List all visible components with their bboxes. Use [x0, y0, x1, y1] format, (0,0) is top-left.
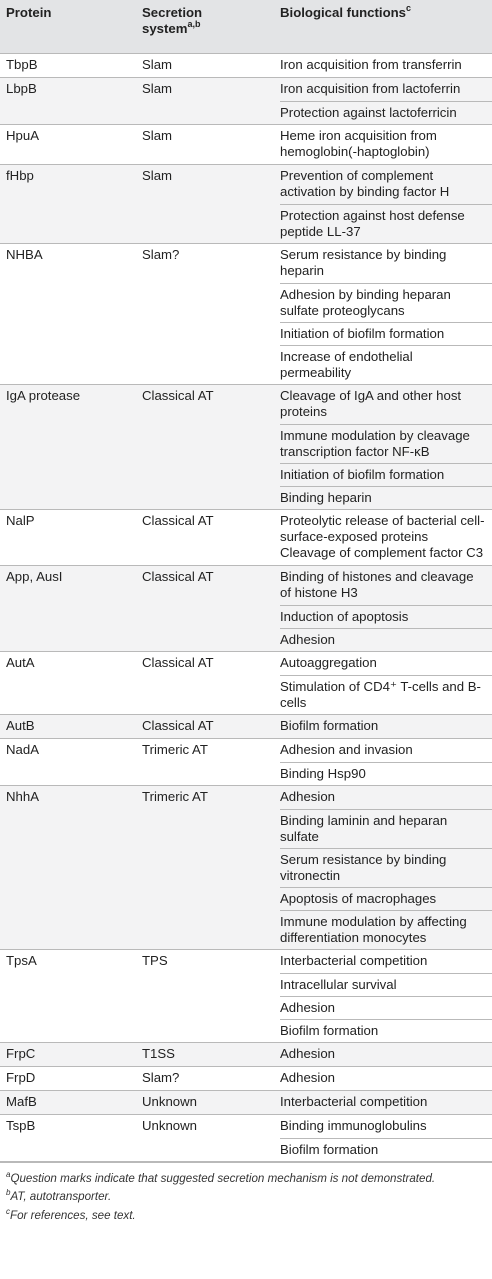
function-item: Biofilm formation: [280, 1019, 492, 1042]
protein-cell: NadA: [6, 742, 39, 757]
function-item: Adhesion by binding heparan sulfate proteoglycans: [280, 283, 492, 322]
function-item: Binding immunoglobulins: [280, 1118, 427, 1133]
functions-cell: [280, 950, 492, 1042]
footnote-mark: a: [6, 1170, 11, 1179]
secretion-cell: Slam: [142, 128, 173, 143]
functions-cell: [280, 1043, 492, 1066]
function-item: Increase of endothelial permeability: [280, 345, 492, 384]
table-header: [0, 0, 492, 54]
function-item: Prevention of complement activation by binding factor H: [280, 168, 450, 199]
table-row: [0, 165, 492, 244]
secretion-cell: Classical AT: [142, 655, 214, 670]
table-row: [0, 1043, 492, 1067]
functions-cell: [280, 125, 492, 164]
function-item: Heme iron acquisition from hemoglobin(-haptoglobin): [280, 128, 437, 159]
function-item: Interbacterial competition: [280, 1094, 428, 1109]
function-item: Protection against lactoferricin: [280, 101, 492, 124]
protein-cell: FrpC: [6, 1046, 36, 1061]
functions-cell: [280, 566, 492, 651]
protein-cell: LbpB: [6, 81, 37, 96]
function-item: Adhesion: [280, 789, 335, 804]
secretion-cell: TPS: [142, 953, 168, 968]
function-item: Proteolytic release of bacterial cell-surface-exposed proteins Cleavage of complement factor C3: [280, 513, 485, 560]
function-item: Immune modulation by affecting differentiation monocytes: [280, 910, 492, 949]
table-row: [0, 786, 492, 950]
secretion-cell: Slam: [142, 168, 173, 183]
table-footnotes: [0, 1162, 492, 1223]
function-item: Induction of apoptosis: [280, 605, 492, 628]
table-row: [0, 652, 492, 715]
secretion-cell: T1SS: [142, 1046, 175, 1061]
functions-cell: [280, 652, 492, 714]
functions-cell: [280, 54, 492, 77]
protein-cell: AutA: [6, 655, 35, 670]
header-protein: Protein: [6, 5, 52, 20]
secretion-cell: Classical AT: [142, 718, 214, 733]
function-item: Adhesion: [280, 1046, 335, 1061]
function-item: Autoaggregation: [280, 655, 377, 670]
footnote-text: AT, autotransporter.: [10, 1190, 112, 1204]
table-row: [0, 78, 492, 125]
function-item: Intracellular survival: [280, 973, 492, 996]
function-item: Binding of histones and cleavage of histone H3: [280, 569, 474, 600]
footnote-mark: c: [6, 1206, 10, 1216]
function-item: Biofilm formation: [280, 718, 379, 733]
table-row: [0, 1067, 492, 1091]
functions-cell: [280, 1067, 492, 1090]
footnote-mark: b: [6, 1188, 11, 1198]
table-row: [0, 385, 492, 510]
function-item: Biofilm formation: [280, 1138, 492, 1161]
table-row: [0, 510, 492, 566]
header-secretion: [142, 5, 262, 37]
function-item: Stimulation of CD4⁺ T-cells and B-cells: [280, 675, 492, 714]
function-item: Initiation of biofilm formation: [280, 463, 492, 486]
function-item: Adhesion: [280, 628, 492, 651]
header-secretion-label: Secretion system: [142, 5, 203, 36]
secretion-cell: Unknown: [142, 1118, 197, 1133]
function-item: Adhesion: [280, 1070, 335, 1085]
functions-cell: [280, 165, 492, 243]
function-item: Adhesion and invasion: [280, 742, 413, 757]
protein-cell: NhhA: [6, 789, 39, 804]
function-item: Initiation of biofilm formation: [280, 322, 492, 345]
table-row: [0, 715, 492, 739]
table-row: [0, 54, 492, 78]
protein-cell: TbpB: [6, 57, 38, 72]
footnote: [6, 1205, 486, 1223]
protein-cell: TspB: [6, 1118, 36, 1133]
table-body: [0, 54, 492, 1162]
table-row: [0, 244, 492, 385]
functions-cell: [280, 739, 492, 785]
functions-cell: [280, 385, 492, 509]
function-item: Binding heparin: [280, 486, 492, 509]
functions-cell: [280, 1091, 492, 1114]
function-item: Apoptosis of macrophages: [280, 887, 492, 910]
header-functions-label: Biological functions: [280, 5, 407, 20]
protein-cell: MafB: [6, 1094, 37, 1109]
footnote-text: For references, see text.: [10, 1208, 136, 1222]
header-functions-sup: c: [406, 2, 412, 13]
functions-cell: [280, 510, 492, 565]
function-item: Iron acquisition from transferrin: [280, 57, 462, 72]
function-item: Serum resistance by binding heparin: [280, 247, 447, 278]
function-item: Interbacterial competition: [280, 953, 428, 968]
header-secretion-sup: a,b: [187, 18, 201, 29]
protein-cell: App, AusI: [6, 569, 63, 584]
secretion-cell: Slam?: [142, 247, 180, 262]
function-item: Cleavage of IgA and other host proteins: [280, 388, 462, 419]
table-row: [0, 1115, 492, 1162]
footnote: [6, 1186, 486, 1204]
functions-cell: [280, 244, 492, 384]
protein-cell: fHbp: [6, 168, 34, 183]
functions-cell: [280, 786, 492, 949]
table-row: [0, 125, 492, 165]
function-item: Protection against host defense peptide LL-37: [280, 204, 492, 243]
function-item: Adhesion: [280, 996, 492, 1019]
header-functions: [280, 2, 412, 21]
protein-cell: NHBA: [6, 247, 43, 262]
secretion-cell: Classical AT: [142, 513, 214, 528]
secretion-cell: Trimeric AT: [142, 789, 208, 804]
function-item: Binding Hsp90: [280, 762, 492, 785]
function-item: Serum resistance by binding vitronectin: [280, 848, 492, 887]
function-item: Binding laminin and heparan sulfate: [280, 809, 492, 848]
function-item: Immune modulation by cleavage transcription factor NF-κB: [280, 424, 492, 463]
protein-cell: IgA protease: [6, 388, 81, 403]
functions-cell: [280, 715, 492, 738]
secretion-cell: Classical AT: [142, 569, 214, 584]
protein-cell: TpsA: [6, 953, 37, 968]
protein-cell: FrpD: [6, 1070, 36, 1085]
function-item: Iron acquisition from lactoferrin: [280, 81, 461, 96]
protein-cell: NalP: [6, 513, 35, 528]
protein-cell: AutB: [6, 718, 35, 733]
secretion-cell: Slam?: [142, 1070, 180, 1085]
table-row: [0, 566, 492, 652]
footnote-text: Question marks indicate that suggested secretion mechanism is not demonstrated.: [10, 1171, 436, 1185]
table-row: [0, 1091, 492, 1115]
secretion-cell: Trimeric AT: [142, 742, 208, 757]
protein-cell: HpuA: [6, 128, 39, 143]
secretion-cell: Slam: [142, 57, 173, 72]
secretion-cell: Slam: [142, 81, 173, 96]
functions-cell: [280, 78, 492, 124]
table-row: [0, 739, 492, 786]
functions-cell: [280, 1115, 492, 1161]
footnote: [6, 1168, 486, 1186]
secretion-cell: Classical AT: [142, 388, 214, 403]
table-row: [0, 950, 492, 1043]
secretion-cell: Unknown: [142, 1094, 197, 1109]
